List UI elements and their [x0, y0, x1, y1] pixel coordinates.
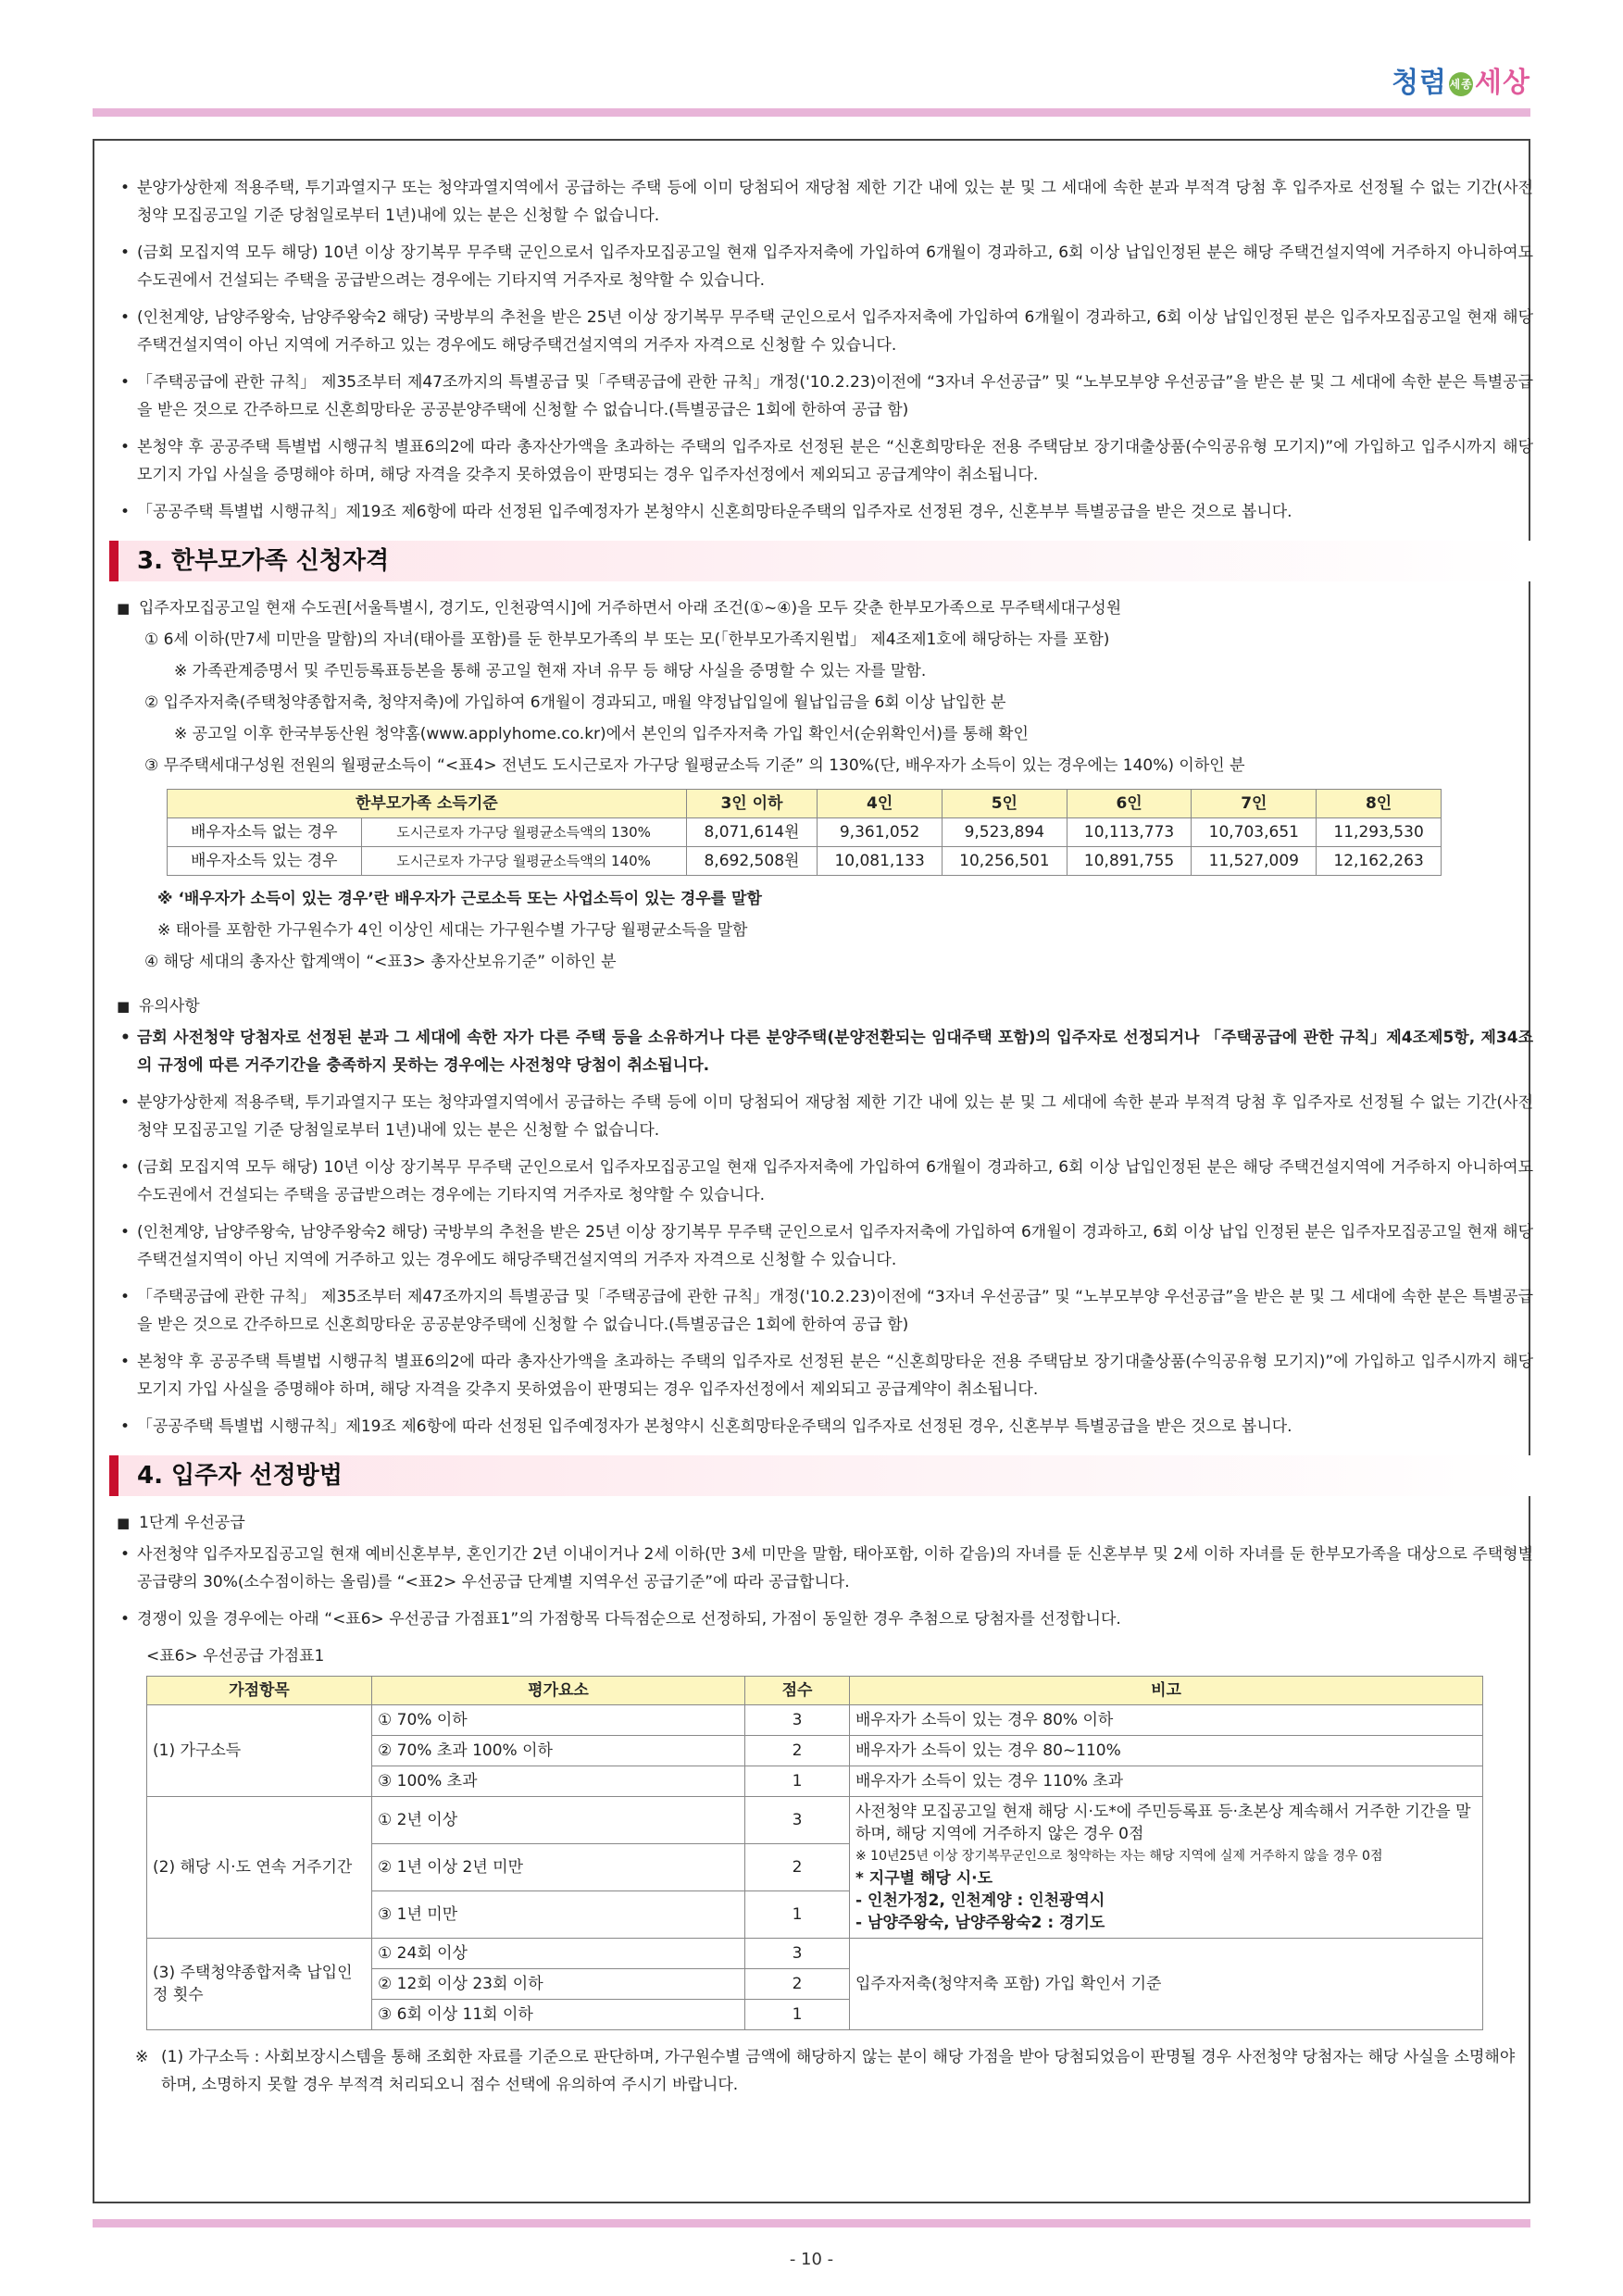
logo-right-text: 세상	[1475, 67, 1530, 99]
heading-marker	[109, 1455, 119, 1496]
section-3-title: 3. 한부모가족 신청자격	[137, 547, 390, 575]
condition-4: ④ 해당 세대의 총자산 합계액이 “<표3> 총자산보유기준” 이하인 분	[144, 953, 617, 971]
table-cell: 10,113,773	[1067, 818, 1192, 847]
spouse-income-note: ※ ‘배우자가 소득이 있는 경우’란 배우자가 근로소득 또는 사업소득이 있는 경우를 말함	[157, 890, 762, 908]
table-header-cell: 8인	[1317, 790, 1442, 818]
notice-bullet: • (금회 모집지역 모두 해당) 10년 이상 장기복무 무주택 군인으로서 입주자모집공고일 현재 입주자저축에 가입하여 6개월이 경과하고, 6회 이상 납입인정된 분은 해당 주택건설지역에 거주하지 아니하여도 수도권에서 건설되는 주택을 공급받으려는 경우에는 기타지역 거주자로 청약할 수 있습니다.	[117, 1154, 1533, 1209]
header-divider	[93, 108, 1530, 117]
table-cell: ③ 100% 초과	[372, 1766, 745, 1797]
table-row	[147, 1939, 1483, 1969]
table-cell: ② 12회 이상 23회 이하	[372, 1969, 745, 2000]
top-bullet: • (인천계양, 남양주왕숙, 남양주왕숙2 해당) 국방부의 추천을 받은 25년 이상 장기복무 무주택 군인으로서 입주자저축에 가입하여 6개월이 경과하고, 6회 이상 납입인정된 분은 입주자모집공고일 현재 해당주택건설지역이 아닌 지역에 거주하고 있는 경우에도 해당주택건설지역의 거주자 자격으로 신청할 수 있습니다.	[117, 304, 1533, 359]
table-row	[168, 818, 1442, 847]
table-cell: 10,891,755	[1067, 847, 1192, 876]
table-cell: 2	[745, 1736, 850, 1766]
section-4-title: 4. 입주자 선정방법	[137, 1462, 343, 1490]
section-4-bullet: • 경쟁이 있을 경우에는 아래 “<표6> 우선공급 가점표1”의 가점항목 다득점순으로 선정하되, 가점이 동일한 경우 추첨으로 당첨자를 선정합니다.	[117, 1605, 1533, 1633]
notice-bullet: • 「주택공급에 관한 규칙」 제35조부터 제47조까지의 특별공급 및「주택공급에 관한 규칙」개정('10.2.23)이전에 “3자녀 우선공급” 및 “노부모부양 우선공급”을 받은 분 및 그 세대에 속한 분은 특별공급을 받은 것으로 간주하므로 신혼희망타운 공공분양주택에 신청할 수 없습니다.(특별공급은 1회에 한하여 공급 함)	[117, 1283, 1533, 1339]
table-header-cell: 4인	[818, 790, 943, 818]
row-label: 배우자소득 있는 경우	[168, 847, 362, 876]
table-cell: 10,081,133	[818, 847, 943, 876]
section-4-heading	[109, 1455, 1533, 1496]
table-cell: 배우자가 소득이 있는 경우 80~110%	[850, 1736, 1483, 1766]
section-3-heading	[109, 541, 1533, 581]
notice-bullet: • 본청약 후 공공주택 특별법 시행규칙 별표6의2에 따라 총자산가액을 초과하는 주택의 입주자로 선정된 분은 “신혼희망타운 전용 주택담보 장기대출상품(수익공유형 모기지)”에 가입하고 입주시까지 해당 모기지 가입 사실을 증명해야 하며, 해당 자격을 갖추지 못하였음이 판명되는 경우 입주자선정에서 제외되고 공급계약이 취소됩니다.	[117, 1348, 1533, 1404]
table-cell: 11,293,530	[1317, 818, 1442, 847]
notice-bullet: • 분양가상한제 적용주택, 투기과열지구 또는 청약과열지역에서 공급하는 주택 등에 이미 당첨되어 재당첨 제한 기간 내에 있는 분 및 그 세대에 속한 분과 부적격 당첨 후 입주자로 선정될 수 없는 기간(사전청약 모집공고일 기준 당첨일로부터 1년)내에 있는 분은 신청할 수 없습니다.	[117, 1089, 1533, 1144]
top-bullet: • (금회 모집지역 모두 해당) 10년 이상 장기복무 무주택 군인으로서 입주자모집공고일 현재 입주자저축에 가입하여 6개월이 경과하고, 6회 이상 납입인정된 분은 해당 주택건설지역에 거주하지 아니하여도 수도권에서 건설되는 주택을 공급받으려는 경우에는 기타지역 거주자로 청약할 수 있습니다.	[117, 239, 1533, 294]
group-label: (2) 해당 시·도 연속 거주기간	[147, 1797, 372, 1939]
table-cell: ③ 1년 미만	[372, 1891, 745, 1939]
table-cell: 1	[745, 1891, 850, 1939]
table-header-row	[168, 790, 1442, 818]
residence-note: - 인천가정2, 인천계양 : 인천광역시	[855, 1891, 1105, 1910]
table-cell: 8,071,614원	[686, 818, 818, 847]
priority-points-table	[146, 1676, 1483, 2030]
heading-marker	[109, 541, 119, 581]
table-footnote: ※ (1) 가구소득 : 사회보장시스템을 통해 조회한 자료를 기준으로 판단하며, 가구원수별 금액에 해당하지 않는 분이 해당 가점을 받아 당첨되었음이 판명될 경우 사전청약 당첨자는 해당 사실을 소명해야 하며, 소명하지 못할 경우 부적격 처리되오니 점수 선택에 유의하여 주시기 바랍니다.	[117, 2043, 1533, 2099]
table-header-cell: 비고	[850, 1677, 1483, 1705]
notice-title: ■ 유의사항	[117, 992, 1533, 1020]
table-cell: 1	[745, 2000, 850, 2030]
document-body	[117, 174, 1533, 2099]
table-cell: 입주자저축(청약저축 포함) 가입 확인서 기준	[850, 1939, 1483, 2030]
row-basis: 도시근로자 가구당 월평균소득액의 130%	[361, 818, 686, 847]
table-cell: ① 2년 이상	[372, 1797, 745, 1844]
table-cell: ① 24회 이상	[372, 1939, 745, 1969]
table-header-cell: 3인 이하	[686, 790, 818, 818]
table-cell: 9,523,894	[942, 818, 1067, 847]
notice-bullet: • (인천계양, 남양주왕숙, 남양주왕숙2 해당) 국방부의 추천을 받은 25년 이상 장기복무 무주택 군인으로서 입주자저축에 가입하여 6개월이 경과하고, 6회 이상 납입 인정된 분은 입주자모집공고일 현재 해당주택건설지역이 아닌 지역에 거주하고 있는 경우에도 해당주택건설지역의 거주자 자격으로 신청할 수 있습니다.	[117, 1218, 1533, 1274]
residence-note: * 지구별 해당 시·도	[855, 1869, 993, 1888]
top-bullet: • 분양가상한제 적용주택, 투기과열지구 또는 청약과열지역에서 공급하는 주택 등에 이미 당첨되어 재당첨 제한 기간 내에 있는 분 및 그 세대에 속한 분과 부적격 당첨 후 입주자로 선정될 수 없는 기간(사전청약 모집공고일 기준 당첨일로부터 1년)내에 있는 분은 신청할 수 없습니다.	[117, 174, 1533, 230]
table-cell: 8,692,508원	[686, 847, 818, 876]
group-label: (3) 주택청약종합저축 납입인정 횟수	[147, 1939, 372, 2030]
table-cell: 3	[745, 1797, 850, 1844]
table-cell: 3	[745, 1939, 850, 1969]
table-cell: 1	[745, 1766, 850, 1797]
section-3-intro: ■ 입주자모집공고일 현재 수도권[서울특별시, 경기도, 인천광역시]에 거주하면서 아래 조건(①~④)을 모두 갖춘 한부모가족으로 무주택세대구성원	[117, 594, 1533, 622]
condition-2-note: ※ 공고일 이후 한국부동산원 청약홈(www.applyhome.co.kr)에서 본인의 입주자저축 가입 확인서(순위확인서)를 통해 확인	[174, 725, 1029, 743]
table-cell: 9,361,052	[818, 818, 943, 847]
table-cell: 10,703,651	[1192, 818, 1317, 847]
logo	[1392, 59, 1530, 100]
logo-emblem-icon: 세종	[1449, 72, 1473, 96]
table-cell: 배우자가 소득이 있는 경우 80% 이하	[850, 1705, 1483, 1736]
table-header-cell: 점수	[745, 1677, 850, 1705]
condition-1-note: ※ 가족관계증명서 및 주민등록표등본을 통해 공고일 현재 자녀 유무 등 해당 사실을 증명할 수 있는 자를 말함.	[174, 662, 927, 680]
notice-bullet: • 「공공주택 특별법 시행규칙」제19조 제6항에 따라 선정된 입주예정자가 본청약시 신혼희망타운주택의 입주자로 선정된 경우, 신혼부부 특별공급을 받은 것으로 봅니다.	[117, 1413, 1533, 1441]
residence-note: - 남양주왕숙, 남양주왕숙2 : 경기도	[855, 1914, 1105, 1932]
group-label: (1) 가구소득	[147, 1705, 372, 1797]
table-header-cell: 7인	[1192, 790, 1317, 818]
row-label: 배우자소득 없는 경우	[168, 818, 362, 847]
condition-3: ③ 무주택세대구성원 전원의 월평균소득이 “<표4> 전년도 도시근로자 가구당 월평균소득 기준” 의 130%(단, 배우자가 소득이 있는 경우에는 140%) 이하인 분	[144, 756, 1245, 775]
top-bullet: • 「주택공급에 관한 규칙」 제35조부터 제47조까지의 특별공급 및「주택공급에 관한 규칙」개정('10.2.23)이전에 “3자녀 우선공급” 및 “노부모부양 우선공급”을 받은 분 및 그 세대에 속한 분은 특별공급을 받은 것으로 간주하므로 신혼희망타운 공공분양주택에 신청할 수 없습니다.(특별공급은 1회에 한하여 공급 함)	[117, 368, 1533, 424]
table-cell: ① 70% 이하	[372, 1705, 745, 1736]
residence-note: 사전청약 모집공고일 현재 해당 시·도*에 주민등록표 등·초본상 계속해서 거주한 기간을 말하며, 해당 지역에 거주하지 않은 경우 0점	[855, 1803, 1471, 1843]
single-parent-income-table	[167, 789, 1442, 876]
table-header-cell: 5인	[942, 790, 1067, 818]
table-cell: 2	[745, 1844, 850, 1891]
household-size-note: ※ 태아를 포함한 가구원수가 4인 이상인 세대는 가구원수별 가구당 월평균소득을 말함	[157, 921, 748, 940]
residence-note: ※ 10년25년 이상 장기복무군인으로 청약하는 자는 해당 지역에 실제 거주하지 않을 경우 0점	[855, 1849, 1383, 1864]
section-4-bullet: • 사전청약 입주자모집공고일 현재 예비신혼부부, 혼인기간 2년 이내이거나 2세 이하(만 3세 미만을 말함, 태아포함, 이하 같음)의 자녀를 둔 신혼부부 및 2세 이하 자녀를 둔 한부모가족을 대상으로 주택형별 공급량의 30%(소수점이하는 올림)를 “<표2> 우선공급 단계별 지역우선 공급기준”에 따라 공급합니다.	[117, 1541, 1533, 1596]
table-row	[147, 1797, 1483, 1844]
table-cell: 12,162,263	[1317, 847, 1442, 876]
top-bullet: • 「공공주택 특별법 시행규칙」제19조 제6항에 따라 선정된 입주예정자가 본청약시 신혼희망타운주택의 입주자로 선정된 경우, 신혼부부 특별공급을 받은 것으로 봅니다.	[117, 498, 1533, 526]
table-caption: <표6> 우선공급 가점표1	[146, 1647, 325, 1666]
page-number: - 10 -	[789, 2250, 834, 2269]
table-cell: 배우자가 소득이 있는 경우 110% 초과	[850, 1766, 1483, 1797]
table-cell: 3	[745, 1705, 850, 1736]
row-basis: 도시근로자 가구당 월평균소득액의 140%	[361, 847, 686, 876]
top-bullet: • 본청약 후 공공주택 특별법 시행규칙 별표6의2에 따라 총자산가액을 초과하는 주택의 입주자로 선정된 분은 “신혼희망타운 전용 주택담보 장기대출상품(수익공유형 모기지)”에 가입하고 입주시까지 해당 모기지 가입 사실을 증명해야 하며, 해당 자격을 갖추지 못하였음이 판명되는 경우 입주자선정에서 제외되고 공급계약이 취소됩니다.	[117, 433, 1533, 489]
table-cell: ③ 6회 이상 11회 이하	[372, 2000, 745, 2030]
priority-supply-subtitle: ■ 1단계 우선공급	[117, 1509, 1533, 1537]
condition-2: ② 입주자저축(주택청약종합저축, 청약저축)에 가입하여 6개월이 경과되고, 매월 약정납입일에 월납입금을 6회 이상 납입한 분	[144, 693, 1006, 712]
table-cell: ② 70% 초과 100% 이하	[372, 1736, 745, 1766]
table-header-row	[147, 1677, 1483, 1705]
logo-left-text: 청렴	[1392, 67, 1448, 99]
table-row	[168, 847, 1442, 876]
table-cell: 2	[745, 1969, 850, 2000]
notice-bullet: • 금회 사전청약 당첨자로 선정된 분과 그 세대에 속한 자가 다른 주택 등을 소유하거나 다른 분양주택(분양전환되는 임대주택 포함)의 입주자로 선정되거나 「주택공급에 관한 규칙」제4조제5항, 제34조의 규정에 따른 거주기간을 충족하지 못하는 경우에는 사전청약 당첨이 취소됩니다.	[117, 1024, 1533, 1079]
table-cell: 10,256,501	[942, 847, 1067, 876]
table-cell: ② 1년 이상 2년 미만	[372, 1844, 745, 1891]
condition-1: ① 6세 이하(만7세 미만을 말함)의 자녀(태아를 포함)를 둔 한부모가족의 부 또는 모(「한부모가족지원법」 제4조제1호에 해당하는 자를 포함)	[144, 630, 1110, 649]
residence-note-cell	[850, 1797, 1483, 1939]
table-header-cell: 평가요소	[372, 1677, 745, 1705]
footer-divider	[93, 2219, 1530, 2227]
table-header-cell: 6인	[1067, 790, 1192, 818]
table-header-cell: 한부모가족 소득기준	[168, 790, 687, 818]
table-cell: 11,527,009	[1192, 847, 1317, 876]
table-row	[147, 1705, 1483, 1736]
table-header-cell: 가점항목	[147, 1677, 372, 1705]
